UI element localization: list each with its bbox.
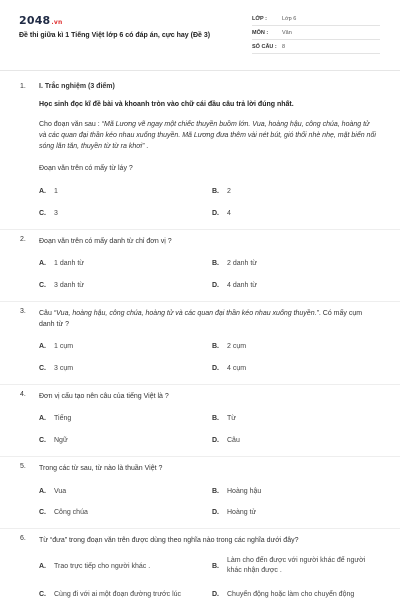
question-quote: “Vua, hoàng hậu, công chúa, hoàng tử và các quan đại thần kéo nhau xuống thuyền.” (53, 310, 319, 317)
option-c[interactable] (39, 364, 73, 374)
option-text: 4 danh từ (227, 282, 257, 289)
site-logo[interactable] (19, 14, 62, 27)
exam-title: Đề thi giữa kì 1 Tiếng Việt lớp 6 có đáp án, cực hay (Đề 3) (19, 32, 211, 39)
meta-value: 8 (282, 44, 286, 50)
option-letter: C. (39, 365, 46, 372)
section-title: I. Trắc nghiệm (3 điểm) (39, 83, 115, 90)
meta-row-subject (252, 27, 380, 40)
option-letter: D. (212, 365, 219, 372)
passage-tail: . (144, 143, 149, 150)
option-text: 2 (227, 188, 231, 195)
meta-row-count (252, 41, 380, 54)
option-letter: A. (39, 188, 46, 195)
option-letter: C. (39, 210, 46, 217)
question-number: 3. (20, 308, 26, 315)
option-letter: C. (39, 282, 46, 289)
option-text: Làm cho đến được với người khác để người khác nhận được . (227, 557, 366, 574)
option-text: Ngữ (54, 437, 68, 444)
question-text: Đoạn văn trên có mấy danh từ chỉ đơn vị ? (39, 238, 172, 245)
option-text: Chuyển động hoặc làm cho chuyển động (227, 591, 355, 598)
option-c[interactable] (39, 436, 68, 446)
question-divider (0, 229, 400, 230)
question-lead: Câu (39, 310, 54, 317)
question-number: 5. (20, 463, 26, 470)
question-tail: . Có mấy cụm danh từ ? (39, 310, 363, 328)
option-letter: B. (212, 343, 219, 350)
meta-key: MÔN : (252, 30, 269, 36)
option-letter: C. (39, 509, 46, 516)
option-text: 1 danh từ (54, 260, 84, 267)
option-text: Tiếng (54, 415, 72, 422)
question-number: 6. (20, 535, 26, 542)
option-c[interactable] (39, 508, 88, 518)
option-a[interactable] (39, 187, 58, 197)
option-text: Trao trực tiếp cho người khác . (54, 563, 151, 570)
option-letter: A. (39, 488, 46, 495)
question-5 (20, 463, 380, 475)
option-text: 3 (54, 210, 58, 217)
question-text (39, 308, 377, 330)
option-letter: B. (212, 260, 219, 267)
question-divider (0, 384, 400, 385)
option-letter: C. (39, 591, 46, 598)
option-text: Câu (227, 437, 240, 444)
option-text: Vua (54, 488, 67, 495)
option-letter: B. (212, 488, 219, 495)
option-text: Cùng đi với ai một đoạn đường trước lúc (54, 591, 182, 598)
question-divider (0, 456, 400, 457)
option-text: 4 cụm (227, 365, 247, 372)
meta-value: Lớp 6 (282, 16, 297, 22)
option-letter: B. (212, 415, 219, 422)
option-text: 1 (54, 188, 58, 195)
header-divider (0, 70, 400, 71)
option-a[interactable] (39, 259, 84, 269)
option-d[interactable] (212, 364, 372, 374)
option-text: Từ (227, 415, 236, 422)
question-text: Đoạn văn trên có mấy từ láy ? (39, 165, 133, 172)
option-letter: B. (212, 188, 219, 195)
option-b[interactable] (212, 414, 372, 424)
option-a[interactable] (39, 487, 66, 497)
option-b[interactable] (212, 487, 372, 497)
option-letter: D. (212, 210, 219, 217)
passage-quote: “Mã Lương vẽ ngay một chiếc thuyền buồm lớn. Vua, hoàng hậu, công chúa, hoàng tử và các quan đại thần kéo nhau xuống thuyền. Mã Lương đưa thêm vài nét bút, gió thổi nhè nhẹ, mặt biển nổi sóng lăn tăn, thuyền từ từ ra khơi” (39, 121, 376, 150)
option-text: Hoàng tử (227, 509, 257, 516)
option-a[interactable] (39, 342, 73, 352)
option-b[interactable] (212, 342, 372, 352)
option-letter: D. (212, 437, 219, 444)
question-text: Đơn vị cấu tạo nên câu của tiếng Việt là ? (39, 393, 169, 400)
meta-key: SỐ CÂU : (252, 44, 277, 50)
option-letter: A. (39, 260, 46, 267)
option-text: Hoàng hậu (227, 488, 262, 495)
option-a[interactable] (39, 562, 150, 572)
option-text: 2 cụm (227, 343, 247, 350)
question-number: 1. (20, 83, 26, 90)
question-number: 2. (20, 236, 26, 243)
option-a[interactable] (39, 414, 71, 424)
option-text: 3 danh từ (54, 282, 84, 289)
passage-lead: Cho đoạn văn sau : (39, 121, 102, 128)
question-text: Từ “đưa” trong đoạn văn trên được dùng theo nghĩa nào trong các nghĩa dưới đây? (39, 537, 299, 544)
option-text: 4 (227, 210, 231, 217)
question-divider (0, 528, 400, 529)
option-d[interactable] (212, 209, 372, 219)
option-d[interactable] (212, 508, 372, 518)
logo-text: 2048 (19, 14, 51, 27)
option-letter: D. (212, 509, 219, 516)
option-text: 1 cụm (54, 343, 74, 350)
option-letter: A. (39, 563, 46, 570)
meta-key: LỚP : (252, 16, 267, 22)
option-c[interactable] (39, 281, 84, 291)
option-b[interactable] (212, 556, 372, 576)
instruction: Học sinh đọc kĩ đề bài và khoanh tròn vào chữ cái đầu câu trả lời đúng nhất. (39, 101, 294, 108)
option-letter: A. (39, 415, 46, 422)
option-text: 2 danh từ (227, 260, 257, 267)
meta-value: Văn (282, 30, 292, 36)
question-2 (20, 236, 380, 248)
option-letter: D. (212, 591, 219, 598)
option-text: Công chúa (54, 509, 88, 516)
question-divider (0, 301, 400, 302)
page-header (0, 0, 400, 65)
meta-row-class (252, 13, 380, 26)
question-text: Trong các từ sau, từ nào là thuần Việt ? (39, 465, 163, 472)
option-d[interactable] (212, 436, 372, 446)
option-letter: A. (39, 343, 46, 350)
option-b[interactable] (212, 187, 372, 197)
option-c[interactable] (39, 590, 181, 600)
question-number: 4. (20, 391, 26, 398)
logo-suffix: .vn (51, 19, 63, 26)
option-b[interactable] (212, 259, 372, 269)
option-letter: C. (39, 437, 46, 444)
option-d[interactable] (212, 590, 372, 600)
question-4 (20, 391, 380, 403)
option-letter: B. (212, 563, 219, 570)
option-d[interactable] (212, 281, 372, 291)
option-letter: D. (212, 282, 219, 289)
option-c[interactable] (39, 209, 58, 219)
question-6 (20, 535, 380, 547)
passage (39, 119, 377, 152)
question-3 (20, 308, 380, 332)
option-text: 3 cụm (54, 365, 74, 372)
